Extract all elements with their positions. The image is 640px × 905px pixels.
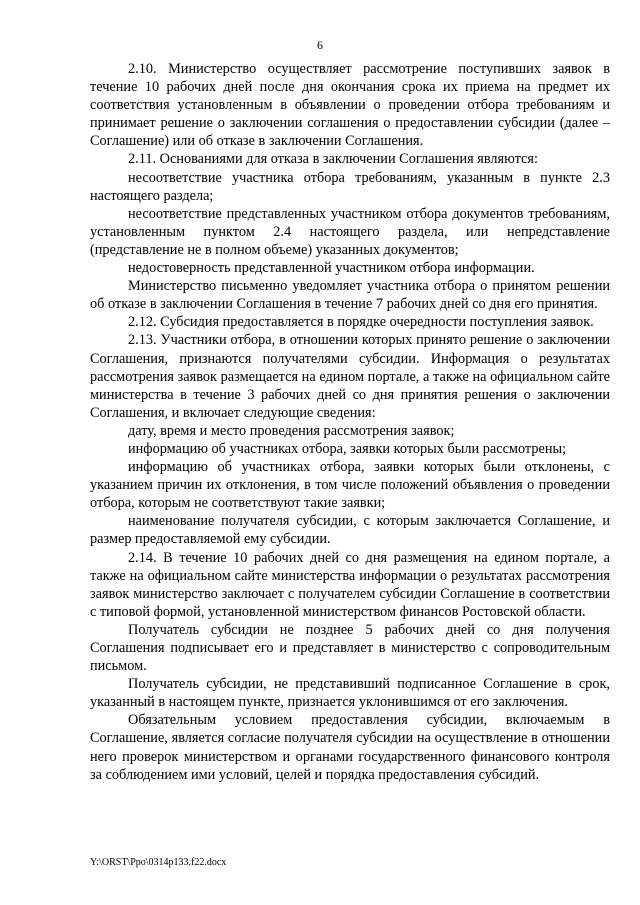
paragraph-refusal-notice: Министерство письменно уведомляет участника отбора о принятом решении об отказе в заключении Соглашения в течение 7 рабочих дней со дня его принятия. — [90, 278, 610, 313]
paragraph-2-12: 2.12. Субсидия предоставляется в порядке очередности поступления заявок. — [128, 314, 594, 331]
paragraph-info-item-3: информацию об участниках отбора, заявки которых были отклонены, с указанием причин их отклонения, в том числе положений объявления о проведении отбора, которым не соответствуют такие заявки; — [90, 459, 610, 512]
paragraph-refusal-reason-3: недостоверность представленной участником отбора информации. — [128, 260, 535, 277]
paragraph-mandatory-condition: Обязательным условием предоставления субсидии, включаемым в Соглашение, является согласие получателя субсидии на осуществление в отношении него проверок министерством и органами государственного финансового контроля за соблюдением ими условий, целей и порядка предоставления субсидий. — [90, 712, 610, 783]
paragraph-refusal-reason-2: несоответствие представленных участником отбора документов требованиям, установленным пунктом 2.4 настоящего раздела, или непредставление (представление не в полном объеме) указанных документов; — [90, 205, 610, 258]
paragraph-refusal-reason-1: несоответствие участника отбора требованиям, указанным в пункте 2.3 настоящего раздела; — [90, 169, 610, 204]
paragraph-2-11: 2.11. Основаниями для отказа в заключении Соглашения являются: — [128, 151, 538, 168]
paragraph-2-14: 2.14. В течение 10 рабочих дней со дня размещения на едином портале, а также на официальном сайте министерства информации о результатах рассмотрения заявок министерство заключает с получателем субсидии Соглашение в соответствии с типовой формой, установленной министерством финансов Ростовской области. — [90, 549, 610, 620]
paragraph-2-10: 2.10. Министерство осуществляет рассмотрение поступивших заявок в течение 10 рабочих дней после дня окончания срока их приема на предмет их соответствия установленным в объявлении о проведении отбора требованиям и принимает решение о заключении соглашения о предоставлении субсидии (далее – Соглашение) или об отказе в заключении Соглашения. — [90, 61, 610, 150]
file-path-footer: Y:\ORST\Ppo\0314p133.f22.docx — [90, 857, 227, 868]
document-body — [90, 60, 610, 784]
paragraph-evasion: Получатель субсидии, не представивший подписанное Соглашение в срок, указанный в настоящем пункте, признается уклонившимся от его заключения. — [90, 676, 610, 711]
paragraph-2-13: 2.13. Участники отбора, в отношении которых принято решение о заключении Соглашения, признаются получателями субсидии. Информация о результатах рассмотрения заявок размещается на едином портале, а также на официальном сайте министерства в течение 3 рабочих дней со дня принятия решения о заключении Соглашения, и включает следующие сведения: — [90, 332, 610, 421]
page-number: 6 — [317, 38, 323, 52]
paragraph-info-item-1: дату, время и место проведения рассмотрения заявок; — [128, 422, 455, 439]
paragraph-info-item-2: информацию об участниках отбора, заявки которых были рассмотрены; — [128, 440, 567, 457]
paragraph-info-item-4: наименование получателя субсидии, с которым заключается Соглашение, и размер предоставляемой ему субсидии. — [90, 513, 610, 548]
paragraph-signing-deadline: Получатель субсидии не позднее 5 рабочих дней со дня получения Соглашения подписывает его и представляет в министерство с сопроводительным письмом. — [90, 621, 610, 675]
